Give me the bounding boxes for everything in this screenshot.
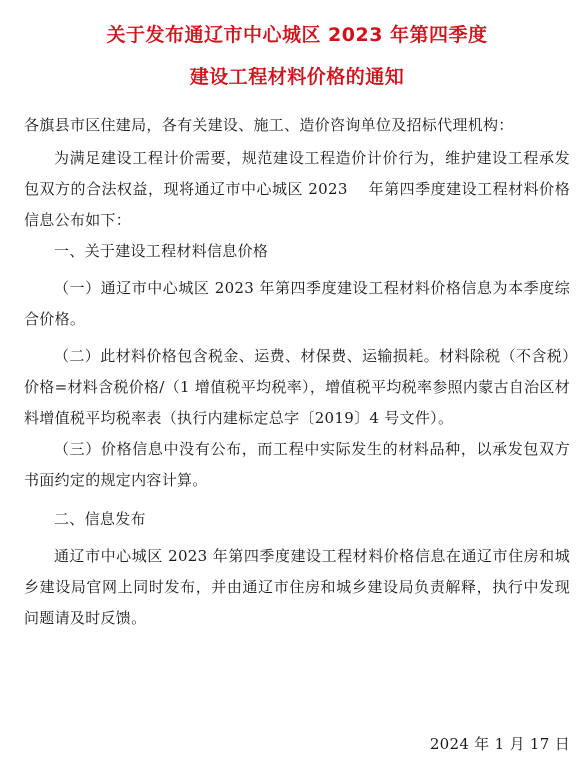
section1-heading: 一、关于建设工程材料信息价格	[54, 242, 269, 260]
section1-item1: （一）通辽市中心城区 2023 年第四季度建设工程材料价格信息为本季度综合价格。	[24, 279, 570, 328]
section2-heading: 二、信息发布	[54, 510, 146, 528]
intro-paragraph: 为满足建设工程计价需要，规范建设工程造价计价行为，维护建设工程承发包双方的合法权益，现将通辽市中心城区 2023 年第四季度建设工程材料价格信息公布如下：	[24, 149, 570, 229]
notice-title-line1: 关于发布通辽市中心城区 2023 年第四季度	[106, 24, 488, 46]
notice-date: 2024 年 1 月 17 日	[429, 735, 570, 753]
salutation: 各旗县市区住建局，各有关建设、施工、造价咨询单位及招标代理机构：	[24, 116, 514, 134]
section1-item3: （三）价格信息中没有公布，而工程中实际发生的材料品种，以承发包双方书面约定的规定内容计算。	[24, 440, 570, 489]
section2-body: 通辽市中心城区 2023 年第四季度建设工程材料价格信息在通辽市住房和城乡建设局官网上同时发布，并由通辽市住房和城乡建设局负责解释，执行中发现问题请及时反馈。	[24, 547, 570, 627]
notice-title-line2: 建设工程材料价格的通知	[189, 66, 405, 88]
section1-item2: （二）此材料价格包含税金、运费、材保费、运输损耗。材料除税（不含税）价格=材料含税价格/（1 增值税平均税率），增值税平均税率参照内蒙古自治区材料增值税平均税率表（执行内建标定总字〔2019〕4 号文件）。	[24, 347, 570, 427]
